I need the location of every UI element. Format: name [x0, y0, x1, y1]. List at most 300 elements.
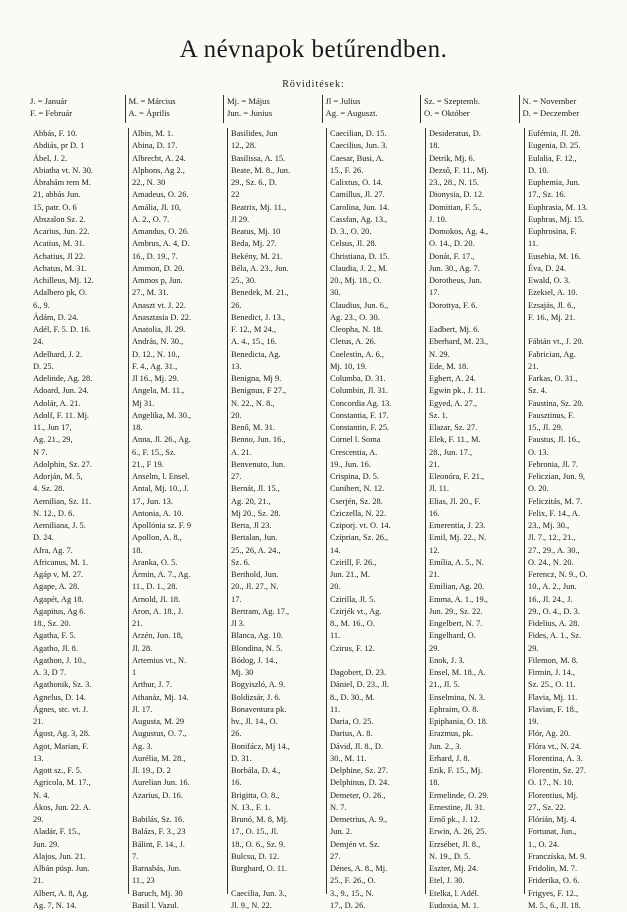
name-entry: Ag. 23., O. 30.	[330, 312, 380, 322]
name-entry: Sz. 1.	[429, 410, 448, 420]
name-entry: N 7.	[33, 447, 48, 457]
name-entry: Angela, M. 11.,	[132, 386, 185, 396]
name-entry: Ag. 20, 21.,	[231, 496, 271, 506]
abbreviation-entry: O. = Október	[424, 108, 470, 118]
name-entry: 20., Mj. 18., O.	[330, 276, 382, 285]
name-entry: Cornel l. Soma	[330, 435, 381, 445]
name-entry: N. 4.	[33, 790, 50, 800]
name-entry: Agathon, J. 10.,	[33, 655, 87, 665]
name-entry: 1	[132, 668, 137, 677]
name-entry: 3., 9., 15., N.	[330, 888, 374, 898]
name-entry: Benedek, M. 21.,	[231, 288, 289, 298]
name-entry: 20.	[231, 410, 242, 420]
name-entry: Erzsébet, Jl. 8.,	[429, 839, 481, 849]
name-entry: 8., D. 30., M.	[330, 692, 375, 702]
name-entry	[429, 312, 521, 324]
name-entry: Ambrus, A. 4, D.	[132, 239, 190, 249]
name-entry: Demetrius, A. 9.,	[330, 815, 388, 824]
name-entry: Sz. 25., O. 11.	[528, 680, 576, 690]
name-entry: F. 16., Mj. 21.	[528, 312, 576, 322]
name-entry: Emma, A. 1., 19.,	[429, 594, 488, 604]
name-entry: Agot, Marian, F.	[33, 741, 89, 751]
name-entry: D. 3., O. 20.	[330, 227, 372, 236]
name-entry: 15., Jl. 29.	[528, 423, 563, 432]
name-entry: 26.	[231, 729, 242, 739]
name-entry: Adolphin, Sz. 27.	[33, 459, 92, 469]
name-entry: Camillus, Jl. 27.	[330, 190, 385, 200]
name-entry: Eusebia, M. 16.	[528, 251, 581, 261]
name-entry: Dagobert, D. 23.	[330, 668, 387, 677]
name-entry: Emília, A. 5., N.	[429, 557, 484, 567]
name-column	[524, 128, 623, 910]
name-entry: Detrik, Mj. 6.	[429, 153, 475, 163]
abbreviation-cell	[420, 95, 519, 123]
name-entry: Athanáz, Mj. 14.	[132, 692, 189, 702]
abbreviation-cell	[519, 95, 618, 123]
name-entry: Arnold, Jl. 18.	[132, 594, 181, 604]
name-entry: A. 3, D 7.	[33, 668, 67, 677]
name-entry: 21.	[132, 619, 143, 628]
name-entry: Jun. 30., Ag. 7.	[429, 263, 480, 273]
name-entry: Fortunat, Jun.,	[528, 827, 577, 837]
name-entry: 22	[231, 190, 240, 200]
name-entry: Aranka, O. 5.	[132, 557, 178, 567]
name-entry: Florentina, A. 3.	[528, 753, 583, 763]
name-entry: O. 17., N. 10.	[528, 778, 574, 788]
name-entry: Ádám, D. 24.	[33, 312, 79, 322]
name-entry: 21.	[33, 876, 44, 886]
name-entry: Erazmus, pk.	[429, 729, 473, 739]
name-entry: Elias, Jl. 20., F.	[429, 496, 481, 506]
name-entry: Blondina, N. 5.	[231, 643, 283, 653]
name-entry: Bogyiszló, A. 9.	[231, 680, 286, 690]
name-entry: Bódog, J. 14.,	[231, 655, 278, 665]
name-entry: N. 22., N. 8.,	[231, 398, 275, 408]
name-entry: 27.	[231, 472, 242, 481]
name-entry: Erwin, A. 26, 25.	[429, 827, 487, 837]
name-entry: 18.	[132, 545, 143, 555]
name-entry: Alphons, Ag 2.,	[132, 165, 185, 175]
name-entry: Demjén vt. Sz.	[330, 839, 380, 849]
name-entry: 12., 28.	[231, 141, 257, 151]
name-entry: Daria, O. 25.	[330, 717, 374, 726]
name-entry: Fausztinus, F.	[528, 410, 575, 420]
name-entry: Flóra vt., N. 24.	[528, 741, 582, 751]
name-entry: 21.	[429, 459, 440, 469]
name-entry: 17.	[231, 594, 242, 604]
name-column	[128, 128, 227, 910]
name-entry: Eudoxia, M. 1.	[429, 900, 480, 910]
name-entry: Egbert, A. 24.	[429, 374, 476, 383]
name-entry: Czirus, F. 12.	[330, 643, 375, 653]
name-entry: Etel, J. 30.	[429, 876, 465, 886]
name-entry: 11., D. 1., 28.	[132, 582, 178, 592]
name-entry: Albin, M. 1.	[132, 129, 174, 138]
name-entry: 6., F. 15., Sz.	[132, 447, 176, 457]
name-entry: Babilás, Sz. 16.	[132, 815, 185, 824]
name-entry: Barnabás, Jun.	[132, 864, 182, 873]
name-column	[33, 128, 128, 910]
name-entry: Ag. 3.	[132, 741, 153, 751]
name-entry: M. 5., 6., Jl. 18.	[528, 900, 581, 910]
name-entry: Filemon, M. 8.	[528, 655, 579, 665]
name-entry: Anasztasia D. 22.	[132, 312, 192, 322]
name-entry: Firmin, J. 14.,	[528, 668, 575, 677]
name-entry: 11.	[528, 239, 539, 249]
name-entry: Éva, D. 24.	[528, 263, 566, 273]
name-entry: Etelka, l. Adél.	[429, 888, 480, 898]
name-entry: N. 29.	[429, 349, 450, 359]
name-entry: Albán püsp. Jun.	[33, 864, 90, 873]
name-entry: Benő, M. 31.	[231, 423, 275, 432]
name-entry: Ede, M. 18.	[429, 361, 469, 371]
name-entry: Adél, F. 5. D. 16.	[33, 325, 91, 334]
name-entry: Delphine, Sz. 27.	[330, 766, 388, 775]
name-entry: 18.	[132, 423, 143, 432]
name-entry: 27., Sz. 22.	[528, 802, 566, 812]
name-entry: Augustus, O. 7.,	[132, 729, 187, 739]
name-entry: Cletus, A. 26.	[330, 337, 376, 347]
name-entry: Adolf, F. 11. Mj.	[33, 410, 90, 420]
name-entry: 16.	[231, 778, 242, 788]
name-entry: Boldizsár, J. 6.	[231, 692, 281, 702]
name-entry: Egwin pk., J. 11.	[429, 386, 486, 396]
name-entry: Basil l. Vazul.	[132, 900, 179, 910]
name-entry: 11.	[330, 631, 341, 641]
abbreviation-entry: D. = Deczember	[522, 108, 580, 118]
name-entry: Anselm, l. Ensel.	[132, 472, 190, 481]
name-entry: O. 13.	[528, 447, 549, 457]
name-entry: Sz. 6.	[231, 557, 250, 567]
name-entry: D. 25.	[33, 361, 54, 371]
name-entry: Ag. 21., 29,	[33, 435, 73, 445]
name-entry: Berthold, Jun.	[231, 570, 279, 579]
name-entry: Abbás, F. 10.	[33, 129, 78, 138]
name-entry: Cunibert, N. 12.	[330, 484, 385, 494]
name-entry: Eberhard, M. 23.,	[429, 337, 489, 347]
name-entry: Jun. 2., 3.	[429, 741, 462, 751]
name-entry: Dávid, Jl. 8., D.	[330, 741, 384, 751]
name-entry: Azarius, D. 16.	[132, 790, 183, 800]
name-entry: Aron, A. 18., J.	[132, 606, 184, 616]
name-entry: Mj. 10, 19.	[330, 361, 367, 371]
name-entry: 11.	[330, 704, 341, 714]
name-entry: Augusta, M. 29	[132, 717, 185, 726]
name-entry: Ammos p, Jun.	[132, 276, 183, 285]
name-entry: Ezekiel, A. 10.	[528, 288, 578, 298]
name-entry: Claudius, Jun. 6.,	[330, 300, 389, 310]
name-entry: Basilides, Jun	[231, 129, 278, 138]
name-entry: Euphras, Mj. 15.	[528, 214, 585, 224]
name-entry: 24.	[33, 337, 44, 347]
name-entry: 27., M. 31.	[132, 288, 169, 298]
name-entry: Brunó, M. 8, Mj.	[231, 815, 289, 824]
name-entry: Agape, A. 28.	[33, 582, 80, 592]
name-entry: Abdiás, pr D. 1	[33, 141, 85, 151]
name-entry: 28., Jun. 17.,	[429, 447, 473, 457]
name-entry: Fridolin, M. 7.	[528, 864, 578, 873]
name-entry: hv., Jl. 14., O.	[231, 717, 278, 726]
name-entry: N. 12., D. 6.	[33, 508, 75, 518]
name-entry: Jl 3.	[231, 619, 245, 628]
name-entry: Feliczitás, M. 7.	[528, 496, 583, 506]
name-entry	[231, 875, 323, 887]
name-column	[326, 128, 425, 910]
name-entry: Caecilius, Jun. 3.	[330, 141, 388, 151]
name-entry: Adelinde, Ag. 28.	[33, 374, 93, 383]
name-entry: Agathonik, Sz. 3.	[33, 680, 92, 690]
name-entry: Jun. 21., M.	[330, 570, 371, 579]
name-entry: Abszalon Sz. 2.	[33, 214, 86, 224]
name-entry: 23., 28., N. 15.	[429, 178, 480, 187]
name-entry: 25., 30.	[231, 276, 257, 285]
name-entry: 15., F. 26.	[330, 165, 364, 175]
name-entry: Donát, F. 17.,	[429, 251, 475, 261]
name-entry: Febronia, Jl. 7.	[528, 459, 579, 469]
name-entry: Jl. 19., D. 2	[132, 766, 171, 775]
name-entry: Agapitus, Ag 6.	[33, 606, 86, 616]
name-entry: Jun. 2.	[330, 827, 353, 837]
name-entry: Ernestine, Jl. 31.	[429, 802, 486, 812]
name-entry: Ernő pk., J. 12.	[429, 815, 480, 824]
name-entry: Amália, Jl. 10,	[132, 202, 182, 212]
name-entry: 30., M. 11.	[330, 753, 367, 763]
name-entry: 27., 29., A. 30.,	[528, 545, 580, 555]
name-entry: O. 24., N. 20.	[528, 557, 574, 567]
name-column	[227, 128, 326, 910]
name-entry: Bertalan, Jun.	[231, 533, 278, 543]
name-entry: 16., D. 19., 7.	[132, 251, 178, 261]
name-entry: Dénes, A. 8., Mj.	[330, 864, 388, 873]
name-entry: Ewald, O. 3.	[528, 276, 571, 285]
name-entry: 8., M. 16., O.	[330, 619, 375, 628]
name-entry: Benvenuto, Jun.	[231, 459, 286, 469]
name-entry: Eulalia, F. 12.,	[528, 153, 577, 163]
abbreviation-entry: Mj. = Május	[227, 96, 270, 106]
name-entry: Czíprian, Sz. 26.,	[330, 533, 389, 543]
name-entry: Antonia, A. 10.	[132, 508, 184, 518]
name-entry: Agapét, Ag 18.	[33, 594, 84, 604]
name-entry: Abina, D. 17.	[132, 141, 178, 151]
name-entry: 21.	[33, 717, 44, 726]
name-entry: Enselmina, N. 3.	[429, 692, 486, 702]
abbreviation-cell	[223, 95, 322, 123]
name-entry: Emilian, Ag. 20.	[429, 582, 485, 592]
name-entry: 21, abbás Jun.	[33, 190, 81, 200]
abbreviation-cell	[30, 95, 125, 123]
name-entry: 16.	[429, 508, 440, 518]
name-entry: 17., D. 26.	[330, 900, 366, 910]
name-entry: F. 12., M 24.,	[231, 325, 276, 334]
name-entry: Fábián vt., J. 20.	[528, 337, 584, 347]
name-entry: 17., Jun. 13.	[132, 496, 173, 506]
name-entry: 1., O. 24.	[528, 839, 560, 849]
name-entry: Felix, F. 14., A.	[528, 508, 580, 518]
name-entry: 18., O. 6., Sz. 9.	[231, 839, 286, 849]
name-entry: Jl. 17.	[132, 704, 153, 714]
name-entry: Amadeus, O. 26.	[132, 190, 189, 200]
name-entry: Aemilian, Sz. 11.	[33, 496, 92, 506]
name-entry: Aladár, F. 15.,	[33, 827, 81, 837]
name-entry: 17., Sz. 16.	[528, 190, 566, 200]
name-entry: 13.	[33, 753, 44, 763]
name-entry: Agott sz., F. 5.	[33, 766, 82, 775]
name-entry: Cassfan, Ag. 13.,	[330, 214, 388, 224]
name-entry: 4. Sz. 28.	[33, 484, 65, 494]
name-entry: O. 20.	[528, 484, 549, 494]
name-entry: Ag. 7, N. 14.	[33, 900, 77, 910]
name-entry: Euphrasia, M. 13.	[528, 202, 588, 212]
name-entry: Bálint, F. 14., J.	[132, 839, 185, 849]
name-entry	[528, 324, 620, 336]
name-entry: 25., 26, A. 24.,	[231, 545, 281, 555]
name-entry: Achatus, M. 31.	[33, 263, 87, 273]
abbreviation-entry: M. = Március	[128, 96, 176, 106]
name-entry: Beatus, Mj. 10	[231, 227, 281, 236]
name-entry: András, N. 30.,	[132, 337, 184, 347]
name-entry: Emil, Mj. 22., N.	[429, 533, 487, 543]
name-entry: Berta, Jl 23.	[231, 521, 272, 530]
abbreviation-entry: A. = Április	[128, 108, 170, 118]
name-entry: Jl 29.	[231, 214, 250, 224]
name-entry: Albrecht, A. 24.	[132, 153, 186, 163]
name-entry: Flór, Ag. 20.	[528, 729, 571, 739]
name-entry: Carolina, Jun. 14.	[330, 202, 390, 212]
name-entry: Coelestin, A. 6.,	[330, 349, 384, 359]
name-entry: Enok, J. 3.	[429, 655, 465, 665]
name-entry: 20.	[330, 582, 341, 592]
name-entry: Ábel, J. 2.	[33, 153, 68, 163]
name-entry: Acarius, Jun. 22.	[33, 227, 90, 236]
name-entry: 17.	[429, 288, 440, 298]
name-entry: 26.	[231, 300, 242, 310]
name-entry: 14.	[330, 545, 341, 555]
name-entry: Abiatha vt. N. 30.	[33, 165, 94, 175]
name-entry: Ákos, Jun. 22. A.	[33, 802, 91, 812]
name-entry: 21., Jl. 5.	[429, 680, 460, 690]
name-entry: Columbin, Jl. 31.	[330, 386, 388, 396]
name-entry: 29., O. 4., D. 3.	[528, 606, 580, 616]
name-entry: Adoard, Jun. 24.	[33, 386, 89, 396]
name-entry: Mj 20., Sz. 28.	[231, 508, 281, 518]
abbreviation-entry: Ag. = Auguszt.	[325, 108, 378, 118]
name-entry: Egyed, A. 27.,	[429, 398, 477, 408]
abbreviation-cell	[322, 95, 421, 123]
name-entry: Flavian, F. 18.,	[528, 704, 579, 714]
name-entry: Anaszt vt. J. 22.	[132, 300, 186, 310]
name-entry: Dániel, D. 23., Jl.	[330, 680, 390, 690]
name-entry: A. 2., O. 7.	[132, 214, 170, 224]
name-entry: Bulcsu, D. 12.	[231, 851, 280, 861]
name-entry: Africanus, M. 1.	[33, 557, 89, 567]
name-entry: Borbála, D. 4.,	[231, 766, 281, 775]
name-entry: Ármin, A. 7., Ag.	[132, 570, 191, 579]
name-entry: Erik, F. 15., Mj.	[429, 766, 483, 775]
name-entry: Antal, Mj. 10., J.	[132, 484, 189, 494]
name-entry: Friderika, O. 6.	[528, 876, 580, 886]
name-entry: Darius, A. 8.	[330, 729, 373, 739]
name-entry: Ezsajás, Jl. 6.,	[528, 300, 576, 310]
page-title: A névnapok betűrendben.	[179, 36, 448, 63]
name-entry: Jl. 9., N. 22.	[231, 900, 272, 910]
name-entry: 19.	[528, 717, 539, 726]
name-entry: Crispina, D. 5.	[330, 472, 380, 481]
name-entry: Anatolia, Jl. 29.	[132, 325, 186, 334]
name-entry: Engelbert, N. 7.	[429, 619, 483, 628]
name-entry: Cziporj. vt. O. 14.	[330, 521, 391, 530]
name-entry: Desideratus, D.	[429, 129, 481, 138]
name-entry: Czirill, F. 26.,	[330, 557, 377, 567]
name-entry: Elazar, Sz. 27.	[429, 423, 478, 432]
name-entry: Claudia, J. 2., M.	[330, 263, 388, 273]
name-entry: Mj 31.	[132, 398, 155, 408]
name-entry: 19., Jun. 16.	[330, 459, 371, 469]
name-entry: 21., F 19.	[132, 459, 164, 469]
name-entry: Ensel, M. 18., A.	[429, 668, 486, 677]
name-entry	[132, 802, 224, 814]
name-entry: Eleonóra, F. 21.,	[429, 472, 485, 481]
name-entry: Franczíska, M. 9.	[528, 851, 587, 861]
name-entry: Fabrician, Ag.	[528, 349, 576, 359]
name-entry: Caesar, Busi, A.	[330, 153, 384, 163]
name-entry: Benedicta, Ag.	[231, 349, 281, 359]
abbreviation-entry: Sz. = Szeptemb.	[424, 96, 480, 106]
name-entry	[330, 655, 422, 667]
name-entry: Fidelius, A. 28.	[528, 619, 580, 628]
name-entry: Domitian, F. 5.,	[429, 202, 482, 212]
name-entry: D. 10.	[528, 165, 549, 175]
name-entry: N. 13., F. 1.	[231, 802, 271, 812]
name-entry: 12.	[429, 545, 440, 555]
name-entry: 25., F. 26., O.	[330, 876, 376, 886]
name-entry: Ammon, D. 20.	[132, 263, 185, 273]
name-entry: A. 4., 15., 16.	[231, 337, 277, 347]
name-entry: 15, patr. O. 6	[33, 202, 77, 212]
name-entry: Constantia, F. 17.	[330, 410, 389, 420]
name-day-index	[33, 128, 623, 910]
name-entry: Agáp v, M. 27.	[33, 570, 84, 579]
name-entry: Arzén, Jun. 18,	[132, 631, 183, 641]
name-entry: Celsus, Jl. 28.	[330, 239, 377, 249]
name-entry: Bekény, M. 21.	[231, 251, 283, 261]
name-entry: Beda, Mj. 27.	[231, 239, 277, 249]
name-entry: Jun. 29., Sz. 22.	[429, 606, 483, 616]
name-entry: Amandus, O. 26.	[132, 227, 189, 236]
name-entry: 18., Sz. 20.	[33, 619, 71, 628]
name-entry: Eufémia, Jl. 28.	[528, 129, 581, 138]
name-entry: Columba, D. 31.	[330, 374, 386, 383]
name-entry: Adolár, A. 21.	[33, 398, 81, 408]
name-entry: Benignus, F 27.,	[231, 386, 287, 396]
name-entry: Bernát, Jl. 15.,	[231, 484, 280, 494]
name-entry: Agnelus, D. 14.	[33, 692, 86, 702]
abbreviations-legend	[30, 95, 617, 123]
name-entry: Jl. 7., 12., 21.,	[528, 533, 576, 543]
name-entry: 29.	[429, 643, 440, 653]
name-entry: J. 10.	[429, 214, 447, 224]
name-entry: Eadbert, Mj. 6.	[429, 325, 480, 334]
name-entry: Jun. 29.	[33, 839, 60, 849]
name-entry: Jl 16., Mj. 29.	[132, 374, 179, 383]
name-entry: Artemius vt., N.	[132, 655, 187, 665]
name-entry: 29., Sz. 6., D.	[231, 178, 277, 187]
abbreviation-entry: Jl = Julius	[325, 96, 361, 106]
name-entry: Delphinus, D. 24.	[330, 778, 390, 788]
name-entry: Ábrahám rem M.	[33, 178, 91, 187]
name-entry: Acatius, M. 31.	[33, 239, 85, 249]
name-entry: Benno, Jun. 16.,	[231, 435, 286, 445]
name-entry: Bonifácz, Mj 14.,	[231, 741, 290, 751]
